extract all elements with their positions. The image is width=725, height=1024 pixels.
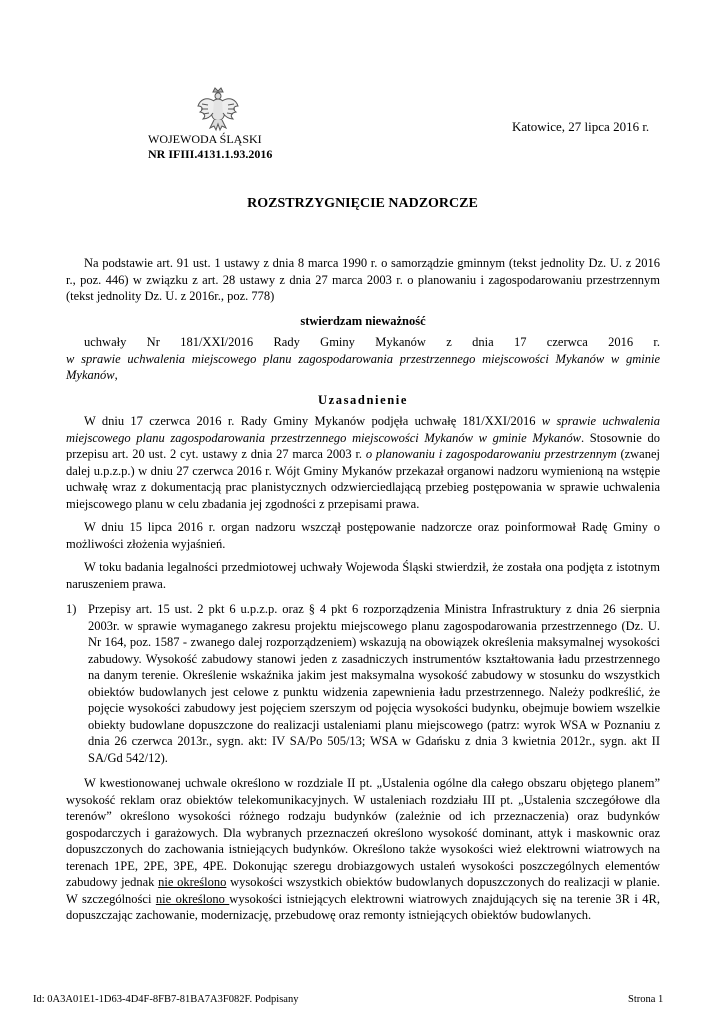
paragraph-1	[66, 413, 660, 512]
issuer-name: WOJEWODA ŚLĄSKI	[148, 132, 262, 146]
justification-heading: Uzasadnienie	[317, 392, 409, 407]
p4-underline-1: nie określono	[158, 875, 227, 889]
paragraph-2: W dniu 15 lipca 2016 r. organ nadzoru wszczął postępowanie nadzorcze oraz poinformował Radę Gminy o możliwości złożenia wyjaśnień.	[66, 520, 660, 551]
document-body	[66, 255, 660, 924]
p4-underline-2: nie określono	[155, 891, 230, 906]
paragraph-4	[66, 775, 660, 924]
paragraph-3: W toku badania legalności przedmiotowej uchwały Wojewoda Śląski stwierdził, że została ona podjęta z istotnym naruszeniem prawa.	[66, 560, 660, 591]
list-item-text: Przepisy art. 15 ust. 2 pkt 6 u.p.z.p. oraz § 4 pkt 6 rozporządzenia Ministra Infrastruktury z dnia 26 sierpnia 2003r. w sprawie wymaganego zakresu projektu miejscowego planu zagospodarowania przestrzennego (Dz. U. Nr 164, poz. 1587 - zwanego dalej rozporządzeniem) wskazują na obowiązek określenia maksymalnej wysokości zabudowy. Wysokość zabudowy stanowi jeden z zasadniczych instrumentów kształtowania ładu przestrzennego na danym terenie. Określenie wskaźnika jakim jest maksymalna wysokość zabudowy w stosunku do wszystkich obiektów budowlanych jest celowe z punktu widzenia zapewnienia ładu przestrzennego. Należy podkreślić, że pojęcie wysokości zabudowy jest pojęciem szerszym od pojęcia wysokości budynku, obejmuje bowiem wszelkie obiekty budowlane dopuszczone do realizacji ustaleniami planu miejscowego (patrz: wyrok WSA w Poznaniu z dnia 26 czerwca 2013r., sygn. akt: IV SA/Po 505/13; WSA w Gdańsku z dnia 3 kwietnia 2012r., sygn. akt II SA/Gd 542/12).	[88, 602, 660, 765]
p1-italic-b: w sprawie uchwalenia miejscowego planu zagospodarowania przestrzennego miejscowości Mykanów w gminie Mykanów	[66, 414, 660, 445]
polish-eagle-emblem	[196, 86, 240, 132]
footer-page-number: Strona 1	[628, 994, 664, 1005]
resolution-line: uchwały Nr 181/XXI/2016 Rady Gminy Mykanów z dnia 17 czerwca 2016 r.	[84, 335, 660, 349]
resolution-subject-end: ,	[114, 368, 118, 382]
document-title: ROZSTRZYGNIĘCIE NADZORCZE	[247, 196, 478, 211]
p1-text-c: . Stosownie do przepisu art. 20 ust. 2 cyt. ustawy z dnia 27 marca 2003 r.	[66, 430, 660, 461]
place-date: Katowice, 27 lipca 2016 r.	[512, 119, 650, 134]
list-item-1	[66, 601, 660, 766]
decision-heading: stwierdzam nieważność	[300, 313, 426, 328]
issuer-block	[148, 132, 272, 162]
footer-document-id: Id: 0A3A01E1-1D63-4D4F-8FB7-81BA7A3F082F. Podpisany	[33, 994, 299, 1005]
resolution-subject-text: w sprawie uchwalenia miejscowego planu zagospodarowania przestrzennego miejscowości Mykanów w gminie Mykanów	[66, 351, 660, 382]
list-item-number: 1)	[66, 602, 77, 616]
p4-text-b: wysokości wszystkich obiektów budowlanych dopuszczonych do realizacji w planie. W szczególności	[66, 875, 660, 906]
document-sign: NR IFIII.4131.1.93.2016	[148, 147, 273, 161]
p1-text-a: W dniu 17 czerwca 2016 r. Rady Gminy Mykanów podjęła uchwałę 181/XXI/2016	[84, 414, 542, 428]
p4-text-c: wysokości istniejących elektrowni wiatrowych znajdujących się na terenie 3R i 4R, dopuszczając zachowanie, modernizację, przebudowę oraz remonty istniejących obiektów budowlanych.	[66, 891, 660, 922]
p1-italic-d: o planowaniu i zagospodarowaniu przestrzennym	[365, 447, 617, 461]
resolution-subject	[66, 351, 660, 384]
p1-text-e: (zwanej dalej u.p.z.p.) w dniu 27 czerwca 2016 r. Wójt Gminy Mykanów przekazał organowi nadzoru wymienioną na wstępie uchwałę wraz z dokumentacją prac planistycznych odzwierciedlającą przebieg postępowania w sprawie uchwalenia miejscowego planu w celu zbadania jej zgodności z przepisami prawa.	[66, 447, 660, 511]
p4-text-a: W kwestionowanej uchwale określono w rozdziale II pt. „Ustalenia ogólne dla całego obszaru objętego planem” wysokość reklam oraz obiektów telekomunikacyjnych. W ustaleniach rozdziału III pt. „Ustalenia szczegółowe dla terenów” określono wysokości różnego rodzaju budynków (zależnie od ich przeznaczenia) oraz budynków gospodarczych i garażowych. Dla wybranych przeznaczeń określono wysokość dominant, attyk i maskownic oraz dopuszczonych do zachowania istniejących budynków. Określono także wysokości wież elektrowni wiatrowych na terenach 1PE, 2PE, 3PE, 4PE. Dokonując szeregu drobiazgowych ustaleń wysokości poszczególnych elementów zabudowy jednak	[66, 776, 660, 889]
intro-paragraph: Na podstawie art. 91 ust. 1 ustawy z dnia 8 marca 1990 r. o samorządzie gminnym (tekst jednolity Dz. U. z 2016 r., poz. 446) w związku z art. 28 ustawy z dnia 27 marca 2003 r. o planowaniu i zagospodarowaniu przestrzennym (tekst jednolity Dz. U. z 2016r., poz. 778)	[66, 256, 660, 303]
